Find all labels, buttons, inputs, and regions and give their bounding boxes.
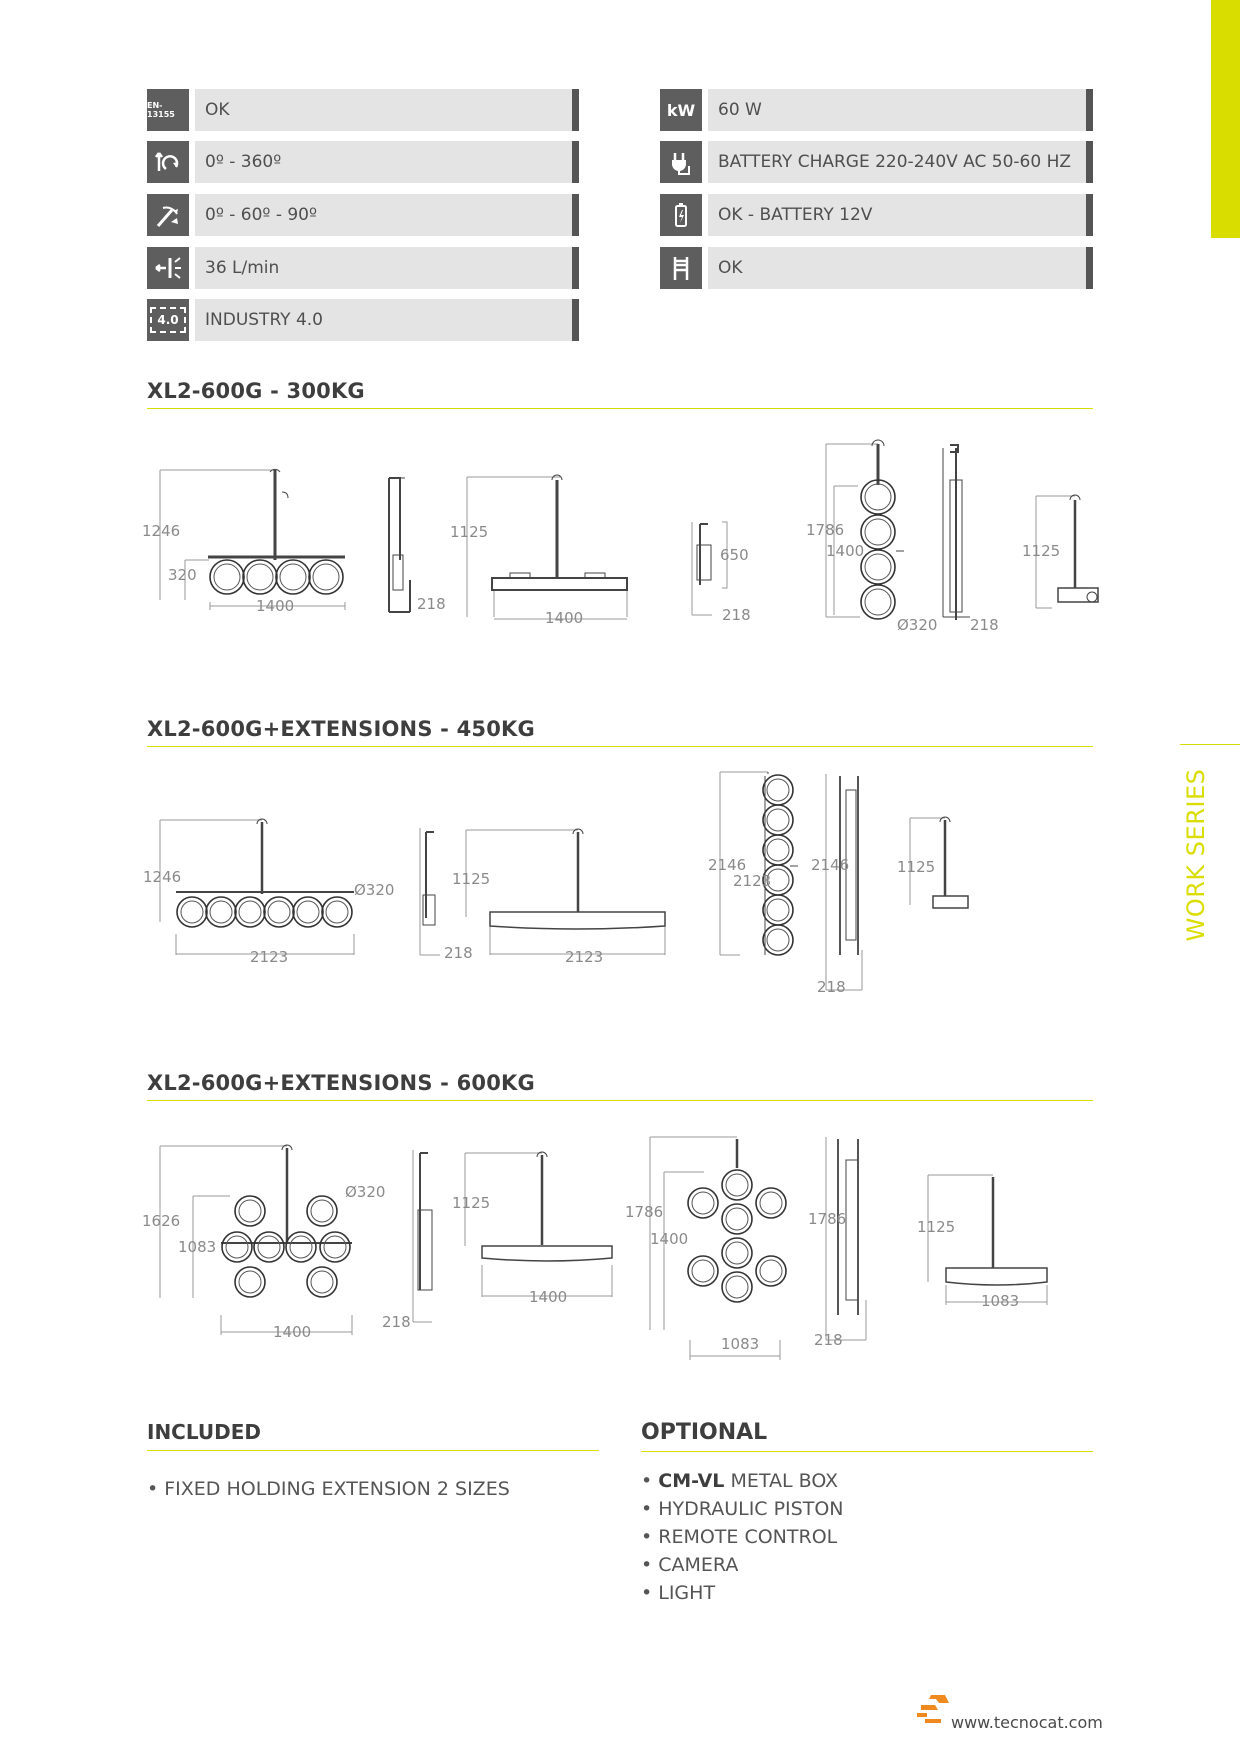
spec-value: 60 W xyxy=(708,89,1093,131)
drawing-side-small-300kg xyxy=(692,522,727,615)
drawing-top-450kg xyxy=(466,829,665,955)
spec-value: 36 L/min xyxy=(195,247,579,289)
dim-label: 1083 xyxy=(721,1335,760,1353)
tecnocat-logo-icon xyxy=(917,1693,951,1725)
dim-label: 1125 xyxy=(452,1194,491,1212)
spec-value: 0º - 60º - 90º xyxy=(195,194,579,236)
spec-value: OK xyxy=(708,247,1093,289)
dim-label: 2146 xyxy=(708,856,747,874)
dim-label: 1400 xyxy=(826,542,865,560)
optional-list xyxy=(641,1467,844,1607)
section-title: XL2-600G+EXTENSIONS - 450KG xyxy=(147,717,535,741)
drawing-top-600kg xyxy=(465,1152,612,1297)
spec-value: INDUSTRY 4.0 xyxy=(195,299,579,341)
spec-value: OK - BATTERY 12V xyxy=(708,194,1093,236)
section-divider xyxy=(147,1100,1093,1101)
website-link[interactable]: www.tecnocat.com xyxy=(951,1713,1103,1732)
list-item: • REMOTE CONTROL xyxy=(641,1526,838,1548)
dim-label: 1125 xyxy=(452,870,491,888)
drawing-vertical-side-300kg xyxy=(943,445,970,620)
industry-icon: 4.0 xyxy=(147,299,189,341)
dim-label: 1246 xyxy=(143,868,182,886)
drawing-front-450kg xyxy=(160,819,354,955)
dim-label: Ø320 xyxy=(354,881,395,899)
dim-label: 218 xyxy=(722,606,751,624)
dim-label: 1400 xyxy=(545,609,584,627)
list-item: • FIXED HOLDING EXTENSION 2 SIZES xyxy=(147,1478,510,1500)
optional-divider xyxy=(641,1451,1093,1452)
dim-label: 650 xyxy=(720,546,749,564)
dim-label: 1626 xyxy=(142,1212,181,1230)
section-divider xyxy=(147,746,1093,747)
dim-label: 2123 xyxy=(250,948,289,966)
drawing-side-450kg xyxy=(420,828,440,955)
dim-label: 1400 xyxy=(256,597,295,615)
drawing-vertical-600kg xyxy=(650,1137,786,1360)
spec-value: 0º - 360º xyxy=(195,141,579,183)
spec-value: BATTERY CHARGE 220-240V AC 50-60 HZ xyxy=(708,141,1093,183)
dim-label: 2123 xyxy=(565,948,604,966)
dim-label: 1786 xyxy=(625,1203,664,1221)
drawing-side-300kg xyxy=(389,478,410,612)
list-item: • CAMERA xyxy=(641,1554,739,1576)
included-divider xyxy=(147,1450,599,1451)
dim-label: 1125 xyxy=(917,1218,956,1236)
drawing-vertical-side-450kg xyxy=(826,774,862,990)
list-item: • HYDRAULIC PISTON xyxy=(641,1498,844,1520)
dim-label: 2146 xyxy=(811,856,850,874)
dim-label: 218 xyxy=(814,1331,843,1349)
dim-label: 1083 xyxy=(178,1238,217,1256)
dim-label: Ø320 xyxy=(345,1183,386,1201)
section-title: XL2-600G+EXTENSIONS - 600KG xyxy=(147,1071,535,1095)
dim-label: 1400 xyxy=(529,1288,568,1306)
en13155-icon: EN-13155 xyxy=(147,89,189,131)
dim-label: 218 xyxy=(417,595,446,613)
kw-icon: kW xyxy=(660,89,702,131)
drawing-vertical-side-600kg xyxy=(826,1137,866,1340)
dim-label: 1083 xyxy=(981,1292,1020,1310)
drawing-top-300kg xyxy=(467,475,627,619)
dim-label: 218 xyxy=(444,944,473,962)
included-title: INCLUDED xyxy=(147,1420,261,1444)
dim-label: 1125 xyxy=(450,523,489,541)
series-label: WORK SERIES xyxy=(1182,768,1210,942)
list-item: • CM-VL METAL BOX xyxy=(641,1470,839,1492)
dim-label: 1125 xyxy=(897,858,936,876)
dim-label: Ø320 xyxy=(897,616,938,634)
dim-label: 1400 xyxy=(273,1323,312,1341)
drawing-side-600kg xyxy=(413,1150,432,1322)
included-list xyxy=(147,1475,510,1503)
dim-label: 218 xyxy=(970,616,999,634)
dim-label: 1400 xyxy=(650,1230,689,1248)
dim-label: 320 xyxy=(168,566,197,584)
dim-label: 1246 xyxy=(142,522,181,540)
dim-label: 218 xyxy=(382,1313,411,1331)
spec-value: OK xyxy=(195,89,579,131)
drawing-small-600kg xyxy=(928,1175,1047,1305)
dim-label: 1786 xyxy=(806,521,845,539)
optional-title: OPTIONAL xyxy=(641,1420,768,1445)
dim-label: 1786 xyxy=(808,1210,847,1228)
dim-label: 218 xyxy=(817,978,846,996)
drawing-front-300kg xyxy=(160,469,345,610)
dim-label: 2123 xyxy=(733,872,772,890)
section-title: XL2-600G - 300KG xyxy=(147,379,365,403)
dim-label: 1125 xyxy=(1022,542,1061,560)
list-item: • LIGHT xyxy=(641,1582,716,1604)
